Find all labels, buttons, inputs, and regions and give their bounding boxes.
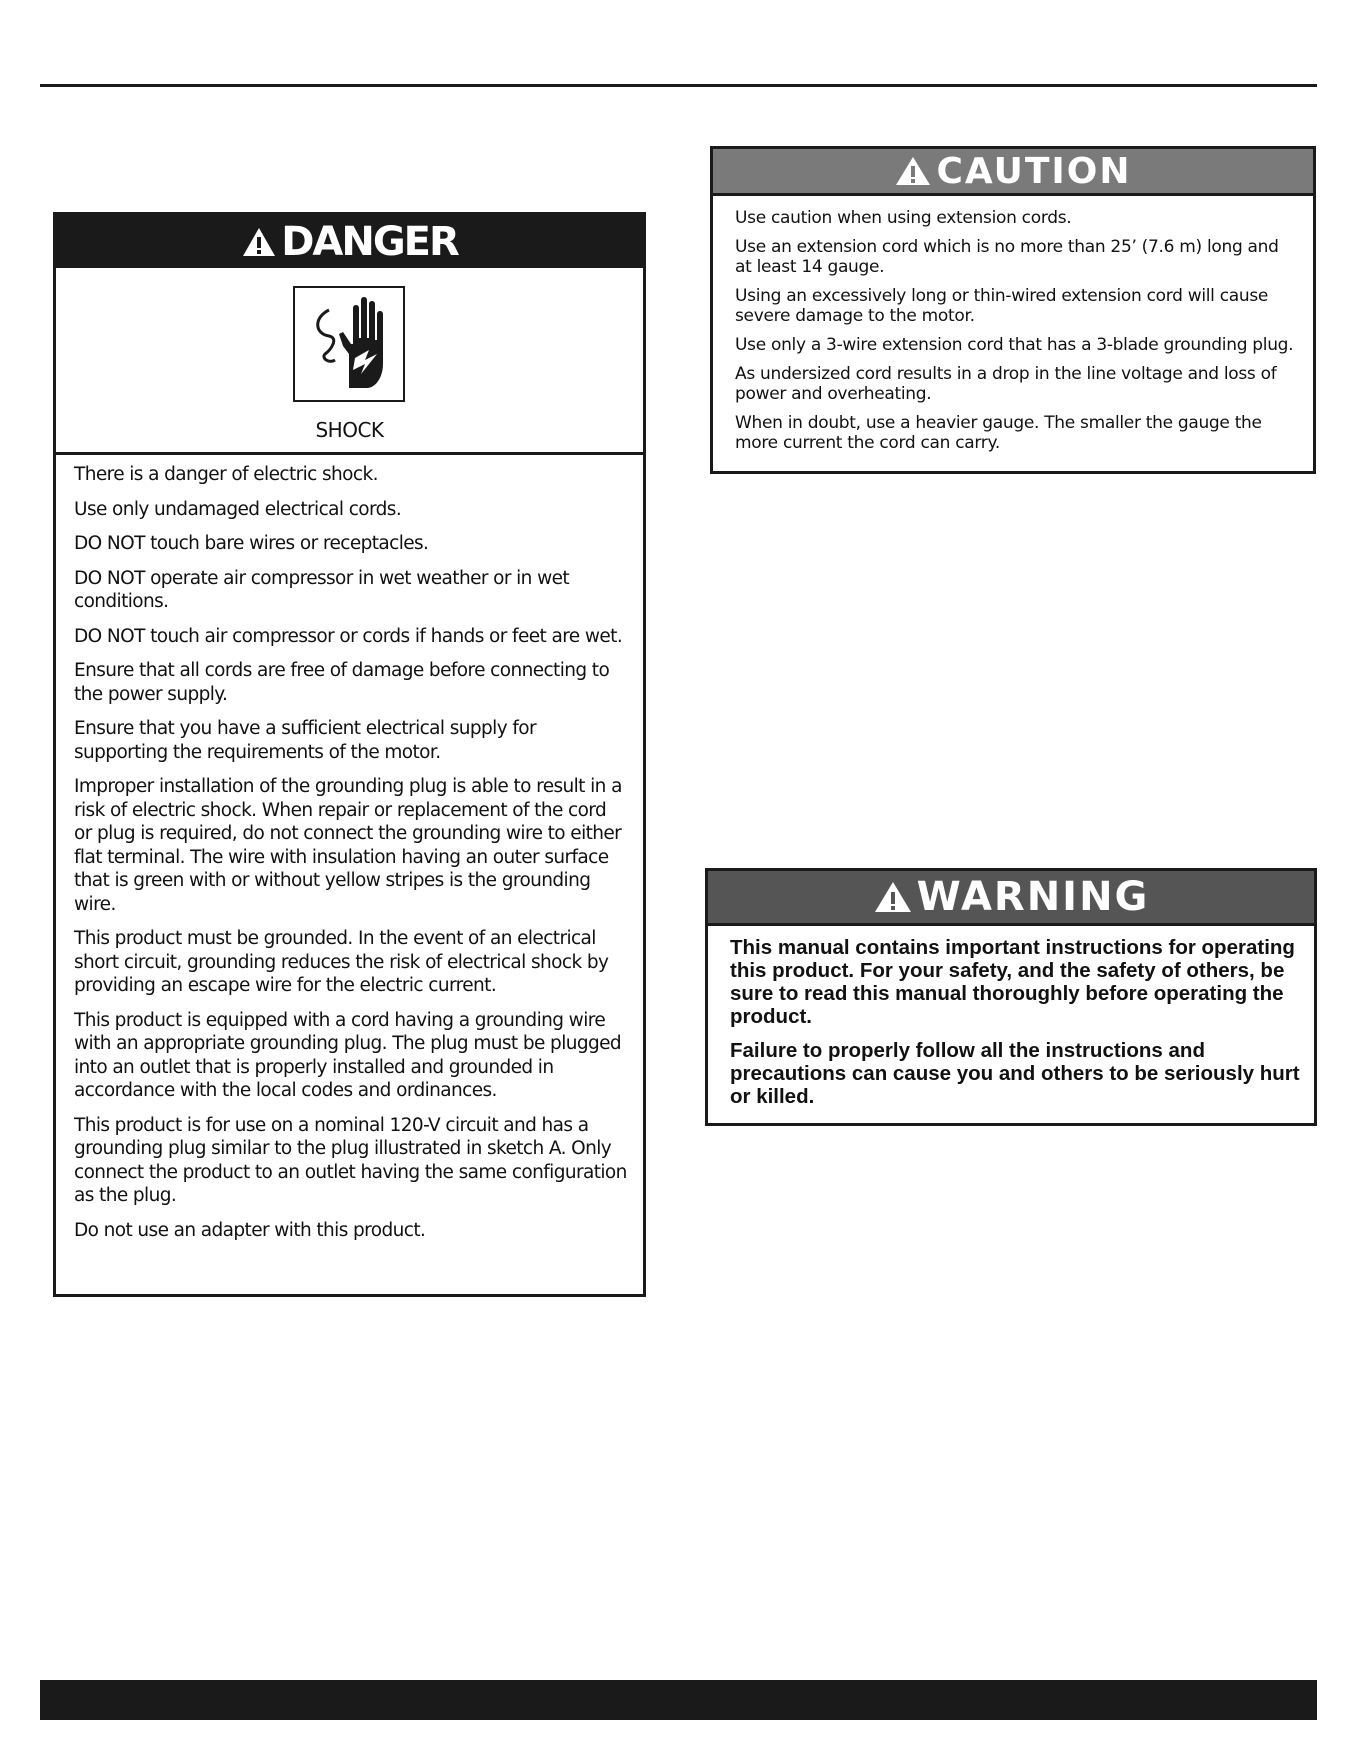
danger-item: Use only undamaged electrical cords. xyxy=(74,498,402,520)
danger-panel xyxy=(53,212,646,1297)
top-rule xyxy=(40,84,1317,87)
shock-label: SHOCK xyxy=(315,418,384,442)
warning-item: Failure to properly follow all the instructions and precautions can cause you and others to be seriously hurt or killed. xyxy=(730,1039,1300,1108)
danger-item: Do not use an adapter with this product. xyxy=(74,1219,426,1241)
warning-body xyxy=(708,926,1314,1108)
warning-panel xyxy=(705,868,1317,1126)
danger-item: DO NOT operate air compressor in wet weather or in wet conditions. xyxy=(74,567,570,612)
danger-title: DANGER xyxy=(281,218,458,265)
alert-triangle-icon xyxy=(894,155,932,187)
caution-title: CAUTION xyxy=(936,150,1132,192)
caution-item: Use caution when using extension cords. xyxy=(735,208,1072,228)
danger-body xyxy=(56,455,643,1242)
caution-panel xyxy=(710,146,1316,474)
caution-item: Using an excessively long or thin-wired extension cord will cause severe damage to the motor. xyxy=(735,286,1269,326)
caution-item: Use an extension cord which is no more than 25’ (7.6 m) long and at least 14 gauge. xyxy=(735,237,1279,277)
danger-item: This product must be grounded. In the event of an electrical short circuit, grounding reduces the risk of electrical shock by providing an escape wire for the electric current. xyxy=(74,928,609,996)
danger-item: There is a danger of electric shock. xyxy=(74,464,378,485)
warning-title: WARNING xyxy=(916,874,1150,920)
caution-body xyxy=(713,196,1313,453)
danger-symbol-area xyxy=(56,268,643,455)
caution-item: Use only a 3-wire extension cord that has a 3-blade grounding plug. xyxy=(735,335,1294,355)
danger-item: This product is for use on a nominal 120-V circuit and has a grounding plug similar to the plug illustrated in sketch A. Only connect the product to an outlet having the same configuration as the plug. xyxy=(74,1114,627,1206)
alert-triangle-icon xyxy=(873,880,913,914)
shock-hand-icon xyxy=(293,286,405,402)
danger-item: DO NOT touch air compressor or cords if hands or feet are wet. xyxy=(74,625,623,647)
warning-header xyxy=(708,871,1314,926)
danger-header xyxy=(56,215,643,268)
warning-item: This manual contains important instructions for operating this product. For your safety, and the safety of others, be sure to read this manual thoroughly before operating the product. xyxy=(730,936,1295,1028)
danger-item: DO NOT touch bare wires or receptacles. xyxy=(74,533,429,554)
alert-triangle-icon xyxy=(241,226,277,258)
caution-item: When in doubt, use a heavier gauge. The smaller the gauge the more current the cord can carry. xyxy=(735,413,1262,453)
danger-item: Ensure that you have a sufficient electrical supply for supporting the requirements of the motor. xyxy=(74,718,536,763)
danger-item: Improper installation of the grounding plug is able to result in a risk of electric shock. When repair or replacement of the cord or plug is required, do not connect the grounding wire to either flat terminal. The wire with insulation having an outer surface that is green with or without yellow stripes is the grounding wire. xyxy=(74,776,622,915)
danger-item: This product is equipped with a cord having a grounding wire with an appropriate grounding plug. The plug must be plugged into an outlet that is properly installed and grounded in accordance with the local codes and ordinances. xyxy=(74,1009,622,1101)
caution-item: As undersized cord results in a drop in the line voltage and loss of power and overheating. xyxy=(735,364,1277,404)
danger-item: Ensure that all cords are free of damage before connecting to the power supply. xyxy=(74,660,610,705)
footer-bar xyxy=(40,1680,1317,1720)
caution-header xyxy=(713,149,1313,196)
